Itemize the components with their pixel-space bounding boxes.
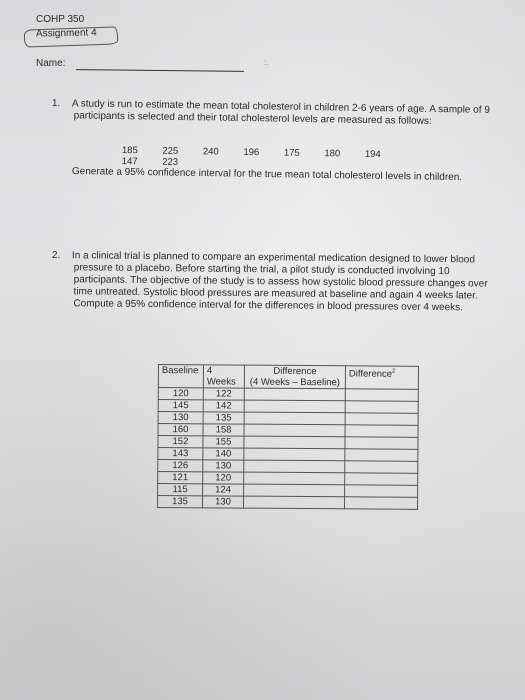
question-1 <box>52 98 492 129</box>
cell-baseline: 130 <box>158 412 203 424</box>
question-1-text: A study is run to estimate the mean total cholesterol in children 2-6 years of age. A sample of 9 participants is selected and their total cholesterol levels are measured as follows: <box>71 98 490 127</box>
value: 180 <box>324 148 341 160</box>
cell-4-weeks: 142 <box>203 400 244 412</box>
cell-difference <box>243 496 344 509</box>
cell-difference-squared <box>344 497 417 510</box>
cell-baseline: 152 <box>158 436 203 448</box>
cell-difference-squared <box>345 413 418 426</box>
cell-difference-squared <box>345 425 418 438</box>
assignment-title: Assignment 4 <box>35 27 97 40</box>
cell-4-weeks: 158 <box>203 424 244 436</box>
cell-baseline: 143 <box>158 448 203 460</box>
cell-difference <box>244 448 345 461</box>
value: 225 <box>162 145 179 157</box>
cell-baseline: 145 <box>158 400 203 412</box>
header-difference-label: Difference <box>273 365 317 378</box>
cell-difference-squared <box>345 389 418 402</box>
cell-difference <box>244 460 345 473</box>
blood-pressure-table <box>157 364 419 510</box>
cell-baseline: 121 <box>158 472 203 484</box>
cell-baseline: 135 <box>157 496 202 508</box>
cell-difference <box>244 436 345 449</box>
cell-4-weeks: 135 <box>203 412 244 424</box>
header-difference-squared-label: Difference <box>348 368 393 380</box>
cell-baseline: 160 <box>158 424 203 436</box>
header-baseline: Baseline <box>158 365 203 388</box>
table-row <box>157 496 417 510</box>
question-1-number: 1. <box>51 98 61 110</box>
cell-difference-squared <box>345 485 418 498</box>
cell-difference-squared <box>345 473 418 486</box>
cell-4-weeks: 130 <box>202 496 243 508</box>
cell-4-weeks: 155 <box>203 436 244 448</box>
cell-difference <box>244 472 345 485</box>
header-4-weeks: 4 Weeks <box>203 365 244 388</box>
cell-difference <box>244 400 345 413</box>
question-2-text: In a clinical trial is planned to compare an experimental medication designed to lower blood pressure to a placebo. Before starting the trial, a pilot study is conducted involving 10 participants. The objective of the study is to assess how systolic blood pressure changes over time untreated. Systolic blood pressures are measured at baseline and again 4 weeks later. Compute a 95% confidence interval for the differences in blood pressures over 4 weeks. <box>71 250 488 314</box>
question-1-task: Generate a 95% confidence interval for the true mean total cholesterol levels in children. <box>71 166 463 184</box>
cell-difference <box>244 412 345 425</box>
value: 196 <box>243 146 260 159</box>
cell-difference-squared <box>345 401 418 414</box>
stray-marks: :. <box>264 58 269 67</box>
table-header-row <box>158 365 418 390</box>
cell-4-weeks: 120 <box>203 472 244 484</box>
header-difference-squared <box>345 366 418 390</box>
cell-difference <box>244 484 345 497</box>
question-2 <box>51 250 502 315</box>
cell-difference <box>244 424 345 437</box>
cell-baseline: 120 <box>158 388 203 400</box>
header-difference-squared-sup: 2 <box>392 368 396 375</box>
cell-4-weeks: 124 <box>203 484 244 496</box>
cell-difference-squared <box>345 461 418 474</box>
value: 223 <box>162 156 179 168</box>
cell-baseline: 126 <box>158 460 203 472</box>
cell-4-weeks: 122 <box>203 388 244 400</box>
value: 175 <box>283 147 300 159</box>
cell-difference-squared <box>345 437 418 450</box>
header-difference <box>244 365 345 389</box>
cell-difference-squared <box>345 449 418 462</box>
cell-4-weeks: 140 <box>203 448 244 460</box>
cell-baseline: 115 <box>158 484 203 496</box>
value: 240 <box>202 146 219 158</box>
value: 194 <box>364 148 381 161</box>
header-difference-sub: (4 Weeks – Baseline) <box>249 376 340 389</box>
course-code: COHP 350 <box>36 14 85 25</box>
value: 147 <box>121 155 138 168</box>
question-2-number: 2. <box>51 250 61 262</box>
name-line <box>76 69 244 72</box>
cell-4-weeks: 130 <box>203 460 244 472</box>
cell-difference <box>244 388 345 401</box>
value: 185 <box>121 145 138 157</box>
name-label: Name: <box>36 58 66 69</box>
